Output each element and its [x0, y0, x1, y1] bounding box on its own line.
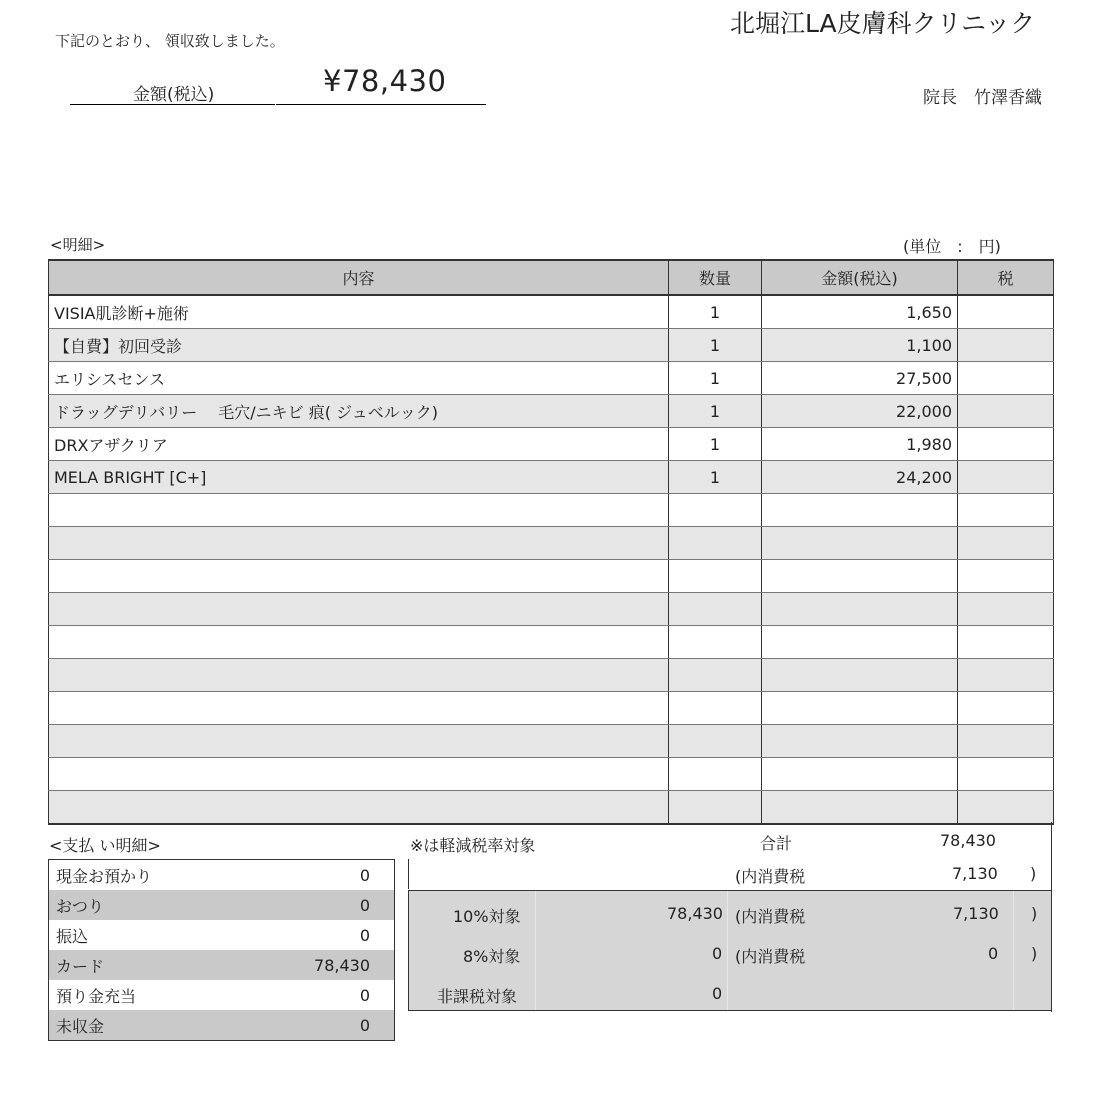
item-cell: [49, 758, 669, 791]
item-cell: ドラッグデリバリー 毛穴/ニキビ 痕( ジュベルック): [49, 395, 669, 428]
tax-10-close: ): [1031, 904, 1038, 923]
tax-cell: [958, 560, 1054, 593]
item-cell: DRXアザクリア: [49, 428, 669, 461]
tax-cell: [958, 725, 1054, 758]
item-cell: [49, 692, 669, 725]
table-row: [49, 692, 1054, 725]
qty-cell: 1: [669, 362, 762, 395]
tax-10-amount: 78,430: [667, 904, 723, 923]
qty-cell: 1: [669, 295, 762, 329]
tax-8-amount: 0: [712, 944, 723, 963]
payment-label: おつり: [56, 896, 104, 916]
qty-cell: [669, 791, 762, 825]
qty-cell: 1: [669, 329, 762, 362]
table-row: [49, 428, 1054, 461]
payment-row-deposit: [49, 980, 394, 1010]
tax-cell: [958, 659, 1054, 692]
column-header-amount: 金額(税込): [762, 260, 958, 295]
details-title: <明細>: [50, 236, 106, 254]
payment-value: 0: [359, 925, 370, 945]
clinic-name: 北堀江LA皮膚科クリニック: [730, 9, 1036, 38]
qty-cell: [669, 560, 762, 593]
unit-label: (単位 : 円): [903, 237, 1001, 256]
amount-underline: [70, 104, 275, 105]
payment-label: カード: [56, 956, 105, 976]
payment-label: 振込: [56, 926, 89, 946]
grid-separator: [1013, 891, 1014, 1010]
grid-separator: [535, 891, 536, 1010]
payment-label: 現金お預かり: [56, 866, 153, 886]
item-cell: [49, 593, 669, 626]
payment-row-transfer: [49, 920, 394, 950]
item-cell: [49, 560, 669, 593]
total-value: 78,430: [940, 831, 996, 850]
tax-8-label: 8%対象: [463, 947, 521, 966]
table-row: [49, 329, 1054, 362]
tax-cell: [958, 527, 1054, 560]
amount-cell: 1,650: [762, 295, 958, 329]
tax-cell: [958, 329, 1054, 362]
amount-cell: [762, 725, 958, 758]
tax-cell: [958, 593, 1054, 626]
tax-8-close: ): [1031, 944, 1038, 963]
amount-cell: [762, 692, 958, 725]
qty-cell: [669, 626, 762, 659]
tax-cell: [958, 791, 1054, 825]
payment-row-change: [49, 890, 394, 920]
tax-cell: [958, 428, 1054, 461]
tax-cell: [958, 692, 1054, 725]
payment-row-card: [49, 950, 394, 980]
item-cell: [49, 626, 669, 659]
grid-separator: [727, 891, 728, 1010]
amount-cell: [762, 494, 958, 527]
receipt-notice: 下記のとおり、 領収致しました。: [55, 32, 285, 50]
tax-10-inner-label: (内消費税: [735, 907, 806, 926]
table-row: [49, 295, 1054, 329]
tax-8-inner-value: 0: [988, 944, 999, 963]
amount-cell: [762, 593, 958, 626]
tax-8-inner-label: (内消費税: [735, 947, 806, 966]
tax-exempt-label: 非課税対象: [437, 987, 518, 1006]
payment-row-cash: [49, 860, 394, 890]
column-header-qty: 数量: [669, 260, 762, 295]
item-cell: [49, 494, 669, 527]
inner-tax-close: ): [1030, 864, 1037, 883]
qty-cell: 1: [669, 461, 762, 494]
table-row: [49, 395, 1054, 428]
inner-tax-value: 7,130: [952, 864, 998, 883]
payment-label: 預り金充当: [56, 986, 137, 1006]
amount-cell: 24,200: [762, 461, 958, 494]
item-cell: 【自費】初回受診: [49, 329, 669, 362]
tax-cell: [958, 395, 1054, 428]
table-row: [49, 461, 1054, 494]
amount-cell: [762, 626, 958, 659]
tax-cell: [958, 461, 1054, 494]
table-row: [49, 626, 1054, 659]
amount-value: ¥78,430: [323, 64, 447, 98]
payment-value: 0: [359, 865, 370, 885]
item-cell: VISIA肌診断+施術: [49, 295, 669, 329]
total-label: 合計: [760, 834, 793, 853]
table-row: [49, 758, 1054, 791]
payment-title: <支払 い明細>: [49, 836, 161, 855]
amount-cell: [762, 527, 958, 560]
tax-cell: [958, 758, 1054, 791]
column-header-content: 内容: [49, 260, 669, 295]
item-cell: [49, 659, 669, 692]
tax-cell: [958, 362, 1054, 395]
amount-cell: 22,000: [762, 395, 958, 428]
payment-value: 0: [359, 985, 370, 1005]
table-row: [49, 494, 1054, 527]
item-cell: エリシスセンス: [49, 362, 669, 395]
amount-underline: [276, 104, 300, 105]
amount-cell: [762, 758, 958, 791]
column-header-tax: 税: [958, 260, 1054, 295]
item-cell: [49, 725, 669, 758]
table-row: [49, 791, 1054, 825]
qty-cell: [669, 758, 762, 791]
payment-label: 未収金: [56, 1016, 105, 1036]
qty-cell: [669, 527, 762, 560]
table-row: [49, 593, 1054, 626]
table-row: [49, 659, 1054, 692]
qty-cell: 1: [669, 395, 762, 428]
table-row: [49, 362, 1054, 395]
payment-value: 0: [359, 1015, 370, 1035]
tax-cell: [958, 626, 1054, 659]
tax-cell: [958, 494, 1054, 527]
table-row: [49, 725, 1054, 758]
amount-label: 金額(税込): [133, 85, 215, 105]
table-header-row: [49, 260, 1054, 295]
qty-cell: [669, 593, 762, 626]
amount-underline: [300, 104, 486, 105]
amount-cell: 1,980: [762, 428, 958, 461]
qty-cell: [669, 725, 762, 758]
inner-tax-label: (内消費税: [735, 867, 806, 886]
tax-10-label: 10%対象: [453, 907, 521, 926]
qty-cell: 1: [669, 428, 762, 461]
payment-value: 78,430: [314, 955, 370, 975]
director-name: 院長 竹澤香織: [923, 88, 1042, 108]
qty-cell: [669, 494, 762, 527]
details-table: [48, 259, 1054, 825]
reduced-tax-note: ※は軽減税率対象: [410, 836, 536, 855]
payment-value: 0: [359, 895, 370, 915]
amount-cell: [762, 659, 958, 692]
qty-cell: [669, 659, 762, 692]
amount-cell: [762, 560, 958, 593]
table-row: [49, 560, 1054, 593]
amount-cell: 27,500: [762, 362, 958, 395]
item-cell: [49, 527, 669, 560]
tax-10-inner-value: 7,130: [953, 904, 999, 923]
amount-cell: 1,100: [762, 329, 958, 362]
amount-cell: [762, 791, 958, 825]
tax-exempt-amount: 0: [712, 984, 723, 1003]
qty-cell: [669, 692, 762, 725]
tax-cell: [958, 295, 1054, 329]
item-cell: [49, 791, 669, 825]
payment-row-unpaid: [49, 1010, 394, 1040]
tax-breakdown-grid: [408, 890, 1052, 1011]
item-cell: MELA BRIGHT [C+]: [49, 461, 669, 494]
payment-box: [48, 859, 395, 1041]
table-row: [49, 527, 1054, 560]
